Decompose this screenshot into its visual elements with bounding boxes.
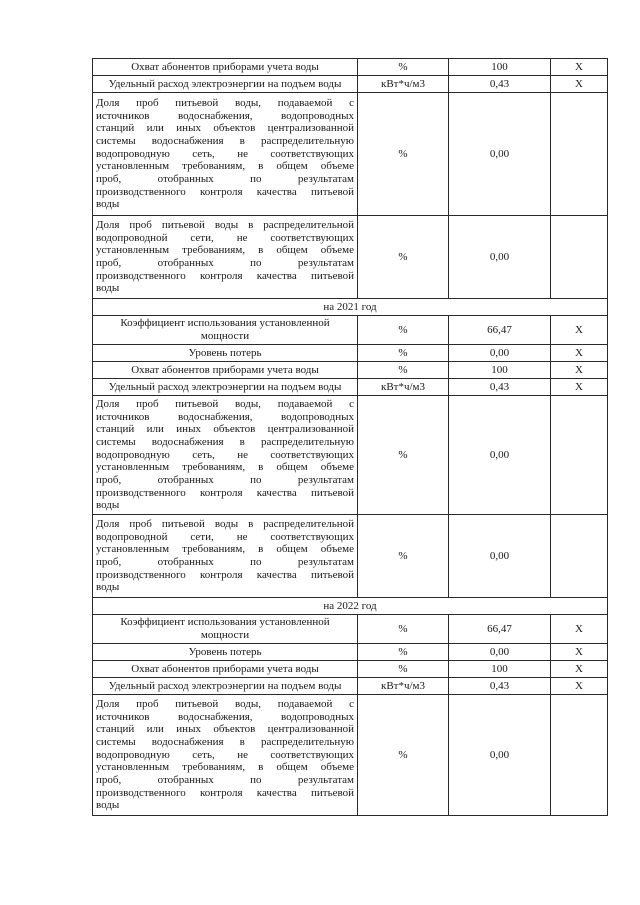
indicator-mark: Х xyxy=(551,615,608,644)
table-row xyxy=(93,515,608,598)
indicator-name xyxy=(93,396,358,515)
indicator-name-line: Доля проб питьевой воды в распределительной xyxy=(96,517,354,530)
indicator-name-line: установленным требованиям, в общем объеме xyxy=(96,761,354,774)
indicator-name-line: источников водоснабжения, водопроводных xyxy=(96,109,354,122)
indicator-name xyxy=(93,515,358,598)
indicator-name-line: производственного контроля качества питьевой xyxy=(96,786,354,799)
indicator-name-line: станций или иных объектов централизованной xyxy=(96,423,354,436)
indicator-value: 0,00 xyxy=(449,345,551,362)
indicator-unit: % xyxy=(358,661,449,678)
indicator-name xyxy=(93,93,358,216)
indicator-name-line: воды xyxy=(96,499,120,512)
indicator-mark xyxy=(551,695,608,816)
indicator-name-line: водопроводную сеть, не соответствующих xyxy=(96,147,354,160)
indicator-value: 100 xyxy=(449,362,551,379)
indicator-unit: % xyxy=(358,515,449,598)
indicator-name-line: установленным требованиям, в общем объеме xyxy=(96,543,354,556)
indicator-name-line: источников водоснабжения, водопроводных xyxy=(96,710,354,723)
table-row xyxy=(93,216,608,299)
indicator-name-line: Доля проб питьевой воды, подаваемой с xyxy=(96,697,354,710)
indicator-name: Охват абонентов приборами учета воды xyxy=(93,59,358,76)
indicator-name-line: системы водоснабжения в распределительную xyxy=(96,435,354,448)
indicator-name-line: проб, отобранных по результатам xyxy=(96,774,354,787)
indicator-mark: Х xyxy=(551,59,608,76)
indicator-name-line: производственного контроля качества питьевой xyxy=(96,568,354,581)
indicator-mark: Х xyxy=(551,379,608,396)
table-row xyxy=(93,396,608,515)
indicator-name-line: установленным требованиям, в общем объеме xyxy=(96,160,354,173)
indicator-name-line: водопроводную сеть, не соответствующих xyxy=(96,448,354,461)
indicator-name xyxy=(93,695,358,816)
indicator-unit: % xyxy=(358,396,449,515)
indicator-name-line: установленным требованиям, в общем объеме xyxy=(96,244,354,257)
year-label: на 2022 год xyxy=(93,598,608,615)
indicator-unit: % xyxy=(358,345,449,362)
table-row xyxy=(93,345,608,362)
indicator-name-line: проб, отобранных по результатам xyxy=(96,257,354,269)
indicator-name: Удельный расход электроэнергии на подъем воды xyxy=(93,379,358,396)
indicator-name-line: системы водоснабжения в распределительную xyxy=(96,735,354,748)
indicator-name: Удельный расход электроэнергии на подъем воды xyxy=(93,76,358,93)
table-row xyxy=(93,59,608,76)
indicator-name: Коэффициент использования установленной мощности xyxy=(93,316,358,345)
indicator-value: 100 xyxy=(449,59,551,76)
indicator-name-line: проб, отобранных по результатам xyxy=(96,173,354,186)
table-row xyxy=(93,695,608,816)
indicator-unit: % xyxy=(358,695,449,816)
indicator-value: 0,43 xyxy=(449,678,551,695)
indicator-value: 100 xyxy=(449,661,551,678)
indicator-unit: % xyxy=(358,59,449,76)
indicator-name-line: воды xyxy=(96,581,120,594)
indicator-name-line: проб, отобранных по результатам xyxy=(96,474,354,487)
indicator-name-line: производственного контроля качества питьевой xyxy=(96,269,354,282)
indicator-name-line: Доля проб питьевой воды, подаваемой с xyxy=(96,96,354,109)
indicators-table xyxy=(92,58,608,816)
indicator-value: 66,47 xyxy=(449,316,551,345)
indicator-value: 66,47 xyxy=(449,615,551,644)
indicator-mark: Х xyxy=(551,362,608,379)
indicator-mark xyxy=(551,93,608,216)
indicator-unit: % xyxy=(358,362,449,379)
indicator-value: 0,00 xyxy=(449,644,551,661)
table-row xyxy=(93,644,608,661)
indicator-name xyxy=(93,216,358,299)
indicator-unit: % xyxy=(358,316,449,345)
indicator-mark xyxy=(551,396,608,515)
indicator-unit: кВт*ч/м3 xyxy=(358,76,449,93)
indicator-value: 0,00 xyxy=(449,515,551,598)
indicator-name-line: воды xyxy=(96,198,120,211)
indicator-name: Уровень потерь xyxy=(93,345,358,362)
indicator-name: Коэффициент использования установленной мощности xyxy=(93,615,358,644)
indicator-name: Охват абонентов приборами учета воды xyxy=(93,661,358,678)
year-row xyxy=(93,598,608,615)
indicator-unit: кВт*ч/м3 xyxy=(358,379,449,396)
table-row xyxy=(93,76,608,93)
indicator-value: 0,00 xyxy=(449,216,551,299)
indicator-value: 0,00 xyxy=(449,93,551,216)
indicator-name-line: производственного контроля качества питьевой xyxy=(96,486,354,499)
indicator-name: Охват абонентов приборами учета воды xyxy=(93,362,358,379)
table-row xyxy=(93,678,608,695)
indicator-unit: % xyxy=(358,644,449,661)
indicator-unit: % xyxy=(358,216,449,299)
indicator-value: 0,43 xyxy=(449,76,551,93)
indicator-name-line: установленным требованиям, в общем объеме xyxy=(96,461,354,474)
indicator-name-line: водопроводной сети, не соответствующих xyxy=(96,231,354,244)
indicator-name-line: водопроводную сеть, не соответствующих xyxy=(96,748,354,761)
indicator-name: Удельный расход электроэнергии на подъем воды xyxy=(93,678,358,695)
indicator-unit: % xyxy=(358,93,449,216)
indicator-mark: Х xyxy=(551,678,608,695)
indicator-name-line: производственного контроля качества питьевой xyxy=(96,185,354,198)
indicator-name-line: источников водоснабжения, водопроводных xyxy=(96,410,354,423)
table-row xyxy=(93,93,608,216)
indicator-name-line: системы водоснабжения в распределительную xyxy=(96,134,354,147)
table-row xyxy=(93,379,608,396)
indicator-name: Уровень потерь xyxy=(93,644,358,661)
indicator-name-line: водопроводной сети, не соответствующих xyxy=(96,530,354,543)
indicator-value: 0,00 xyxy=(449,396,551,515)
indicator-mark: Х xyxy=(551,76,608,93)
indicator-unit: % xyxy=(358,615,449,644)
indicator-mark: Х xyxy=(551,316,608,345)
indicator-value: 0,00 xyxy=(449,695,551,816)
indicator-value: 0,43 xyxy=(449,379,551,396)
table-row xyxy=(93,661,608,678)
indicator-mark: Х xyxy=(551,661,608,678)
indicator-mark: Х xyxy=(551,345,608,362)
indicator-mark xyxy=(551,216,608,299)
indicator-name-line: Доля проб питьевой воды, подаваемой с xyxy=(96,397,354,410)
table-row xyxy=(93,316,608,345)
indicator-name-line: Доля проб питьевой воды в распределительной xyxy=(96,218,354,231)
year-label: на 2021 год xyxy=(93,299,608,316)
indicator-mark xyxy=(551,515,608,598)
indicator-name-line: проб, отобранных по результатам xyxy=(96,556,354,568)
table-row xyxy=(93,362,608,379)
indicator-name-line: воды xyxy=(96,282,120,295)
table-row xyxy=(93,615,608,644)
indicator-name-line: станций или иных объектов централизованной xyxy=(96,723,354,736)
indicator-name-line: воды xyxy=(96,799,120,812)
year-row xyxy=(93,299,608,316)
indicator-unit: кВт*ч/м3 xyxy=(358,678,449,695)
indicator-mark: Х xyxy=(551,644,608,661)
indicator-name-line: станций или иных объектов централизованной xyxy=(96,122,354,135)
